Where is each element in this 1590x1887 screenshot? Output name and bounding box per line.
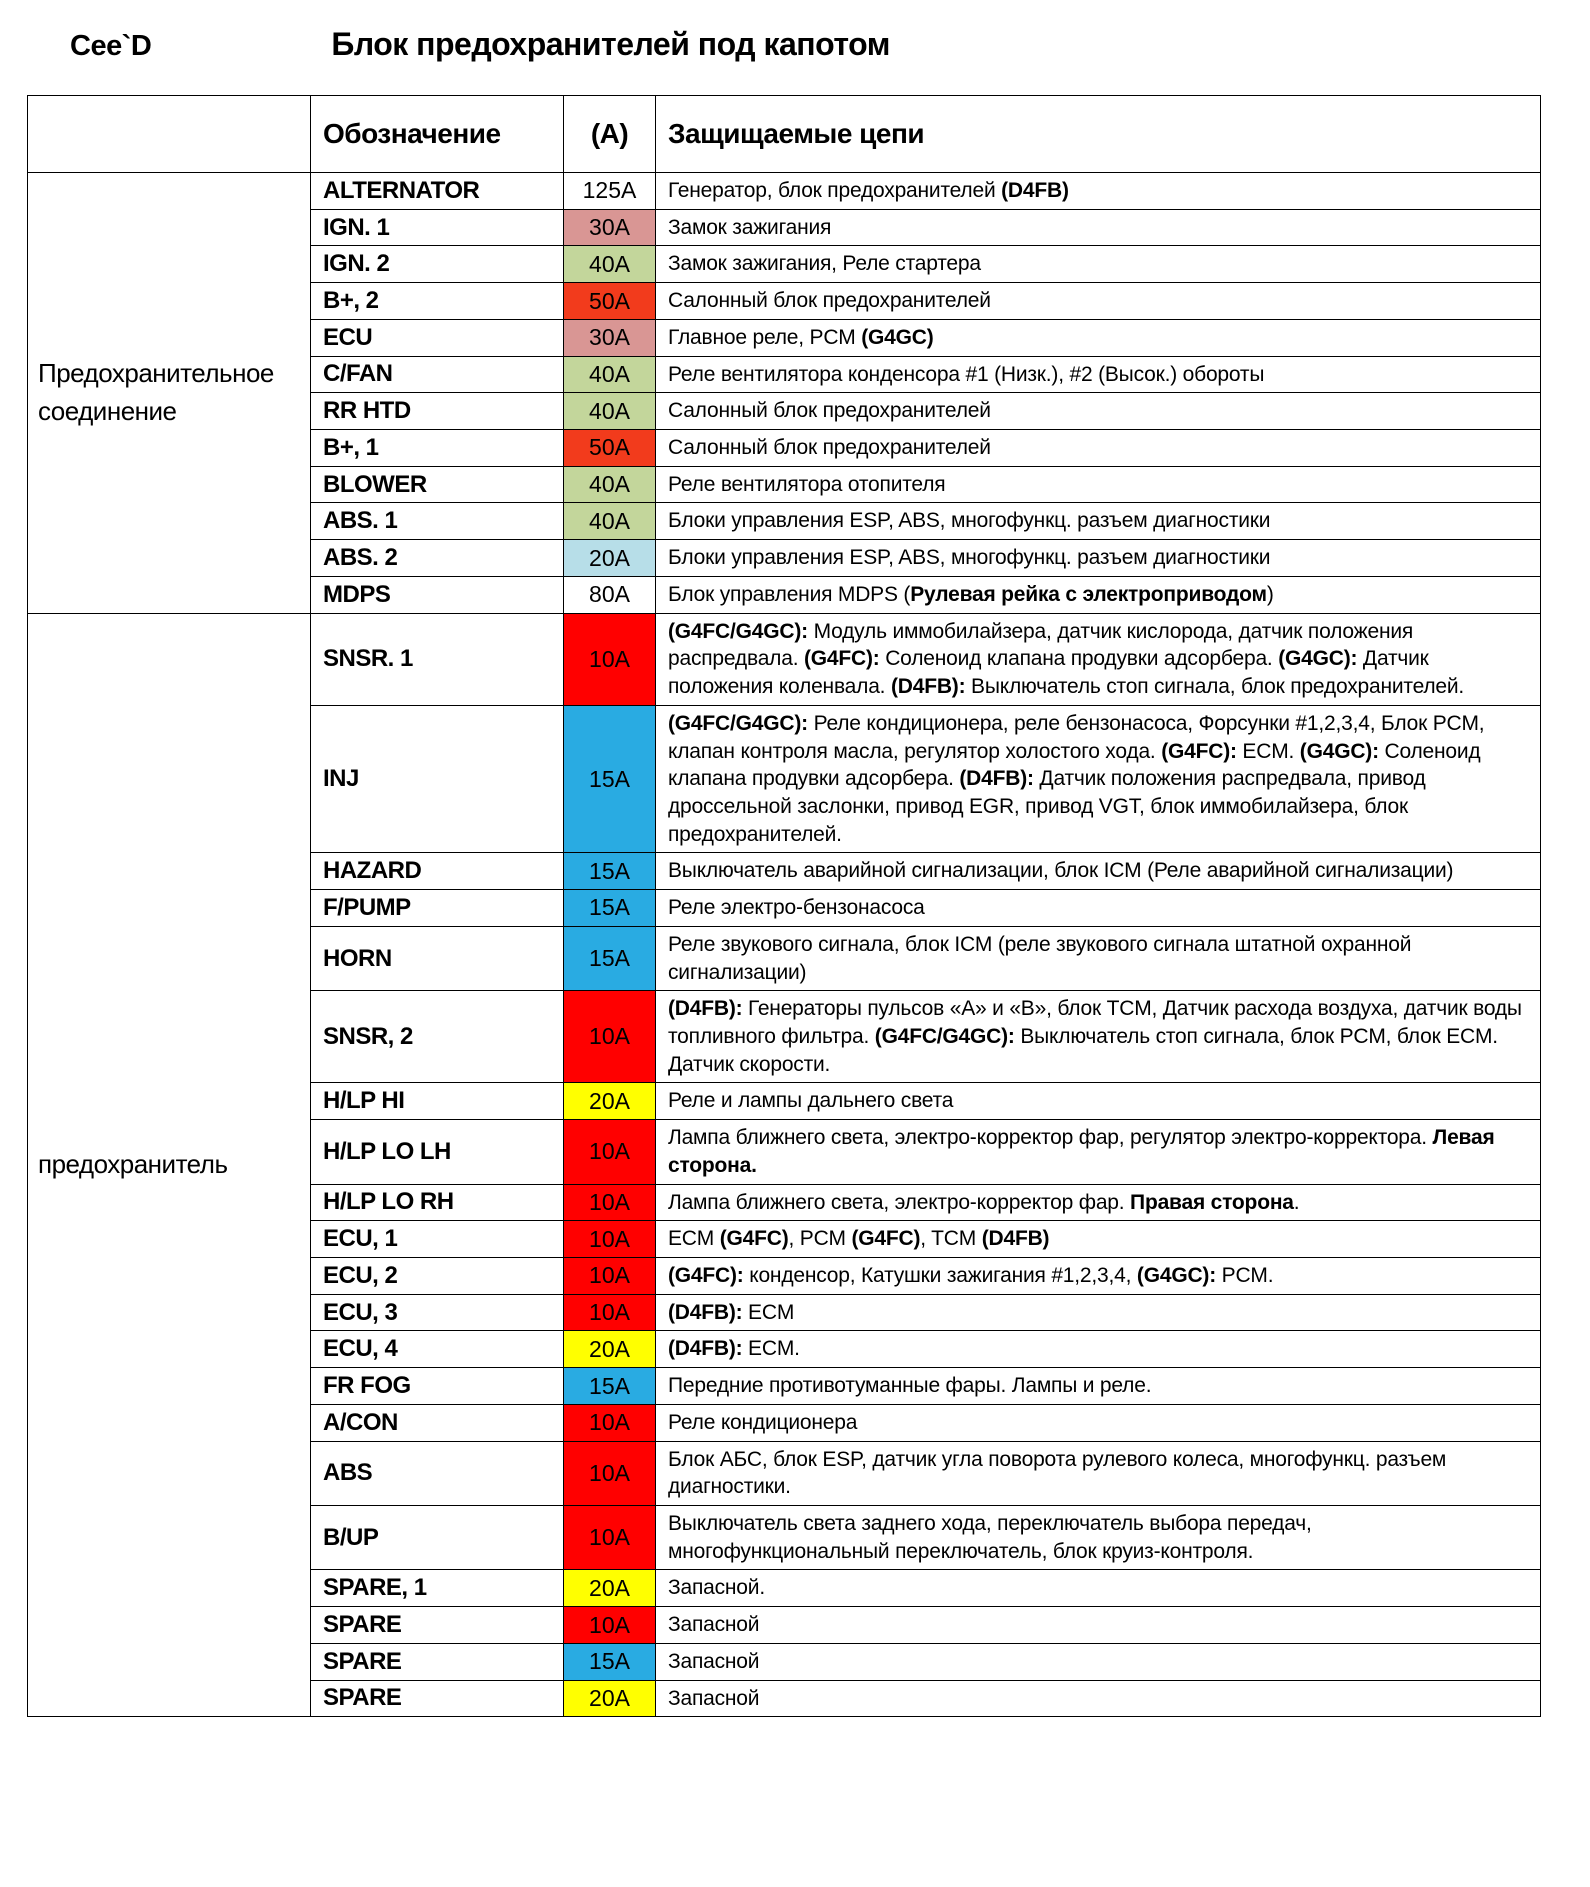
fuse-amp: 50A [564,283,656,320]
circuit-text: ECM [742,1300,795,1324]
fuse-designation: A/CON [311,1404,564,1441]
circuit-text-bold: Правая сторона [1130,1190,1294,1214]
fuse-designation: SPARE [311,1680,564,1717]
circuit-text-bold: Левая сторона. [668,1126,1495,1177]
fuse-designation: ECU, 2 [311,1258,564,1295]
fuse-amp: 125A [564,173,656,210]
circuit-text-bold: (G4FC): [1161,739,1237,763]
circuit-text-bold: (G4GC): [1278,647,1358,671]
circuit-text-bold: (G4FC/G4GC): [668,711,808,735]
fuse-circuits [656,1083,1541,1120]
circuit-text: Выключатель света заднего хода, переключатель выбора передач, многофункциональный переключатель, блок круиз-контроля. [668,1512,1312,1563]
fuse-designation: BLOWER [311,466,564,503]
fuse-designation: HORN [311,926,564,990]
fuse-amp: 40A [564,356,656,393]
table-body [28,173,1541,1717]
circuit-text: . [1293,1190,1300,1214]
fuse-amp: 10A [564,1294,656,1331]
fuse-circuits [656,613,1541,705]
circuit-text: Лампа ближнего света, электро-корректор фар. [668,1190,1131,1214]
fuse-amp: 10A [564,991,656,1083]
fuse-amp: 10A [564,1441,656,1505]
fuse-circuits [656,1680,1541,1717]
page-header [0,0,1590,63]
fuse-amp: 10A [564,1404,656,1441]
fuse-designation: HAZARD [311,853,564,890]
circuit-text-bold: (G4FC): [668,1264,744,1287]
fuse-amp: 10A [564,1258,656,1295]
header-row [28,96,1541,173]
fuse-circuits [656,1643,1541,1680]
header-amp: (A) [564,96,656,173]
fuse-circuits [656,1184,1541,1221]
circuit-text: Реле кондиционера, реле бензонасоса, Форсунки #1,2,3,4, Блок PCM, клапан контроля масла, регулятор холостого хода. [668,711,1485,763]
fuse-designation: SPARE [311,1643,564,1680]
fuse-circuits [656,1404,1541,1441]
fuse-amp: 15A [564,705,656,853]
circuit-text-bold: (D4FB): [959,767,1034,791]
fuse-circuits [656,1331,1541,1368]
circuit-text-bold: (D4FB): [668,1337,743,1361]
page-title: Блок предохранителей под капотом [331,26,890,62]
fuse-amp: 15A [564,1368,656,1405]
fuse-amp: 30A [564,319,656,356]
fuse-amp: 40A [564,246,656,283]
circuit-text: Салонный блок предохранителей [668,289,991,313]
fuse-circuits [656,576,1541,613]
circuit-text: , TCM [920,1227,982,1251]
fuse-amp: 15A [564,1643,656,1680]
fuse-designation: ECU, 3 [311,1294,564,1331]
fuse-amp: 10A [564,1221,656,1258]
table-row [28,173,1541,210]
fuse-designation: B/UP [311,1506,564,1570]
circuit-text-bold: (G4GC): [1136,1264,1216,1287]
circuit-text: Блоки управления ESP, ABS, многофункц. разъем диагностики [668,546,1271,570]
fuse-designation: ABS. 2 [311,540,564,577]
fuse-amp: 40A [564,503,656,540]
fuse-circuits [656,466,1541,503]
circuit-text: Блок АБС, блок ESP, датчик угла поворота рулевого колеса, многофункц. разъем диагностики. [668,1447,1447,1499]
fuse-circuits [656,283,1541,320]
fuse-designation: H/LP LO RH [311,1184,564,1221]
circuit-text: Соленоид клапана продувки адсорбера. [879,647,1279,671]
fuse-amp: 40A [564,393,656,430]
circuit-text-bold: (G4FC/G4GC): [874,1024,1015,1048]
fuse-table [27,95,1541,1717]
fuse-designation: IGN. 2 [311,246,564,283]
model-name: Cee`D [70,30,152,62]
fuse-circuits [656,926,1541,990]
fuse-amp: 40A [564,466,656,503]
fuse-designation: H/LP HI [311,1083,564,1120]
circuit-text: Запасной [668,1649,760,1673]
circuit-text: Выключатель стоп сигнала, блок PCM, блок ECM. Датчик скорости. [668,1024,1498,1076]
circuit-text-bold: (G4FC) [851,1227,921,1251]
circuit-text: Запасной [668,1613,760,1637]
fuse-designation: ABS [311,1441,564,1505]
circuit-text: Замок зажигания [668,215,832,239]
circuit-text: Генератор, блок предохранителей [668,179,1002,202]
fuse-circuits [656,503,1541,540]
fuse-designation: B+, 1 [311,430,564,467]
circuit-text: PCM. [1216,1264,1274,1287]
circuit-text: Реле вентилятора отопителя [668,472,946,496]
fuse-amp: 20A [564,1680,656,1717]
fuse-designation: ECU [311,319,564,356]
circuit-text: Запасной. [668,1576,765,1600]
fuse-amp: 10A [564,1184,656,1221]
fuse-circuits [656,890,1541,927]
table-header [28,96,1541,173]
circuit-text: Выключатель аварийной сигнализации, блок ICM (Реле аварийной сигнализации) [668,859,1454,883]
fuse-circuits [656,540,1541,577]
circuit-text: Датчик положения коленвала. [668,647,1429,699]
fuse-circuits [656,1368,1541,1405]
circuit-text: ) [1266,582,1274,606]
header-circuits: Защищаемые цепи [656,96,1541,173]
fuse-circuits [656,246,1541,283]
circuit-text-bold: (D4FB): [890,675,966,699]
fuse-amp: 10A [564,1607,656,1644]
circuit-text: Салонный блок предохранителей [668,436,991,460]
fuse-circuits [656,705,1541,853]
circuit-text: Блок управления MDPS ( [668,582,911,606]
group-label: предохранитель [28,613,311,1717]
fuse-circuits [656,1607,1541,1644]
circuit-text-bold: (G4FC/G4GC): [668,619,808,643]
fuse-amp: 80A [564,576,656,613]
fuse-designation: ECU, 4 [311,1331,564,1368]
fuse-amp: 15A [564,853,656,890]
circuit-text: ECM [668,1227,720,1251]
circuit-text: Главное реле, PCM [668,325,862,349]
circuit-text-bold: (D4FB) [1001,179,1069,202]
circuit-text: Выключатель стоп сигнала, блок предохранителей. [965,675,1465,699]
fuse-circuits [656,853,1541,890]
fuse-amp: 30A [564,209,656,246]
fuse-circuits [656,1441,1541,1505]
fuse-amp: 10A [564,613,656,705]
fuse-circuits [656,173,1541,210]
fuse-designation: INJ [311,705,564,853]
fuse-designation: SPARE, 1 [311,1570,564,1607]
circuit-text: ECM. [1236,739,1300,763]
group-label: Предохранительное соединение [28,173,311,614]
circuit-text: Салонный блок предохранителей [668,399,991,423]
fuse-designation: MDPS [311,576,564,613]
circuit-text: , PCM [788,1227,852,1251]
table-row [28,613,1541,705]
circuit-text-bold: (G4FC) [719,1227,789,1251]
fuse-circuits [656,1221,1541,1258]
fuse-circuits [656,1120,1541,1184]
circuit-text: Датчик положения распредвала, привод дроссельной заслонки, привод EGR, привод VGT, блок иммобилайзера, блок предохранителей. [668,767,1426,846]
fuse-amp: 20A [564,1083,656,1120]
fuse-designation: IGN. 1 [311,209,564,246]
fuse-amp: 50A [564,430,656,467]
circuit-text-bold: (D4FB): [668,997,743,1021]
circuit-text: Модуль иммобилайзера, датчик кислорода, датчик положения распредвала. [668,619,1414,671]
fuse-amp: 20A [564,1570,656,1607]
fuse-amp: 15A [564,926,656,990]
fuse-designation: ALTERNATOR [311,173,564,210]
fuse-circuits [656,1506,1541,1570]
circuit-text-bold: (D4FB) [981,1227,1050,1251]
header-designation: Обозначение [311,96,564,173]
circuit-text: Реле звукового сигнала, блок ICM (реле звукового сигнала штатной охранной сигнализации) [668,932,1412,984]
circuit-text-bold: (G4GC) [861,325,934,349]
fuse-amp: 20A [564,1331,656,1368]
fuse-designation: B+, 2 [311,283,564,320]
circuit-text: Реле электро-бензонасоса [668,896,925,920]
fuse-amp: 20A [564,540,656,577]
circuit-text: Генераторы пульсов «А» и «В», блок TCM, Датчик расхода воздуха, датчик воды топливного фильтра. [668,997,1522,1048]
circuit-text: ECM. [742,1337,800,1361]
fuse-circuits [656,356,1541,393]
fuse-amp: 15A [564,890,656,927]
fuse-designation: SNSR. 1 [311,613,564,705]
fuse-circuits [656,1294,1541,1331]
fuse-designation: FR FOG [311,1368,564,1405]
fuse-circuits [656,991,1541,1083]
fuse-designation: SPARE [311,1607,564,1644]
circuit-text: Реле кондиционера [668,1410,858,1434]
header-group-empty [28,96,311,173]
fuse-designation: F/PUMP [311,890,564,927]
circuit-text: Запасной [668,1686,760,1710]
circuit-text: Реле и лампы дальнего света [668,1089,954,1113]
circuit-text-bold: (G4GC): [1299,739,1379,763]
circuit-text-bold: (D4FB): [668,1300,743,1324]
circuit-text: Соленоид клапана продувки адсорбера. [668,739,1481,791]
fuse-designation: C/FAN [311,356,564,393]
circuit-text: Блоки управления ESP, ABS, многофункц. разъем диагностики [668,509,1271,533]
fuse-amp: 10A [564,1120,656,1184]
fuse-circuits [656,1258,1541,1295]
circuit-text: Лампа ближнего света, электро-корректор фар, регулятор электро-корректора. [668,1126,1433,1150]
circuit-text: Реле вентилятора конденсора #1 (Низк.), #2 (Высок.) обороты [668,362,1265,386]
circuit-text: Замок зажигания, Реле стартера [668,252,981,276]
fuse-designation: ECU, 1 [311,1221,564,1258]
fuse-circuits [656,319,1541,356]
circuit-text: конденсор, Катушки зажигания #1,2,3,4, [743,1264,1137,1287]
circuit-text: Передние противотуманные фары. Лампы и реле. [668,1374,1152,1398]
fuse-circuits [656,430,1541,467]
fuse-designation: H/LP LO LH [311,1120,564,1184]
fuse-designation: ABS. 1 [311,503,564,540]
fuse-circuits [656,1570,1541,1607]
circuit-text-bold: Рулевая рейка с электроприводом [910,582,1267,606]
fuse-circuits [656,209,1541,246]
fuse-designation: RR HTD [311,393,564,430]
fuse-circuits [656,393,1541,430]
fuse-amp: 10A [564,1506,656,1570]
circuit-text-bold: (G4FC): [803,647,880,671]
fuse-designation: SNSR, 2 [311,991,564,1083]
